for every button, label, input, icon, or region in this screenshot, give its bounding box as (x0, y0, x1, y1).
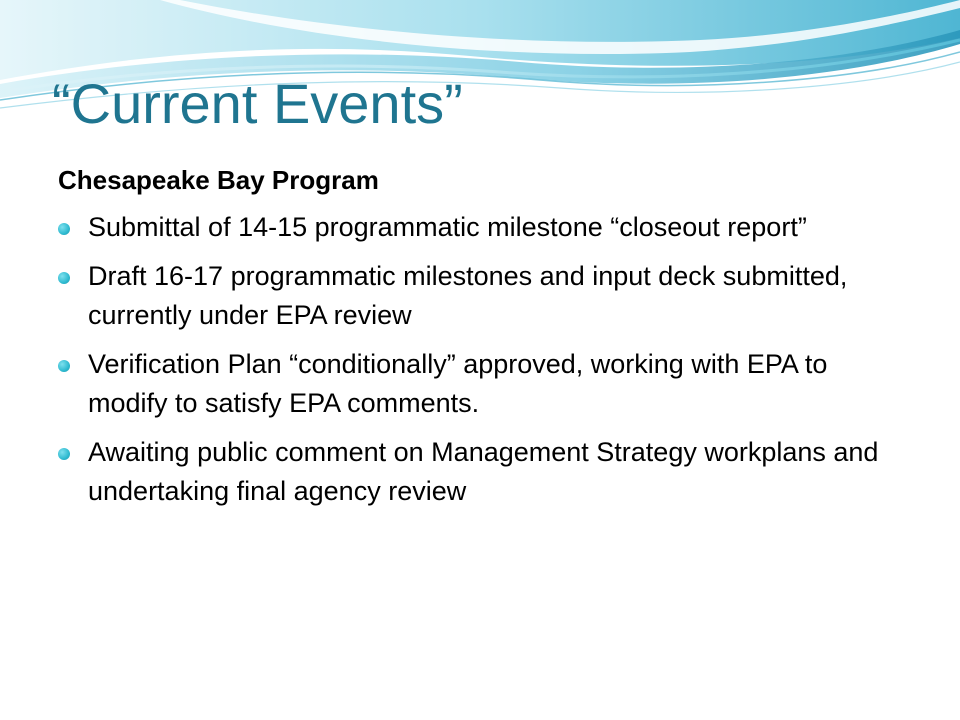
bullet-text: Draft 16-17 programmatic milestones and input deck submitted, currently under EPA review (88, 261, 848, 330)
bullet-dot-icon (58, 360, 70, 372)
bullet-dot-icon (58, 223, 70, 235)
bullet-dot-icon (58, 448, 70, 460)
slide-title: “Current Events” (52, 72, 463, 135)
bullet-item (58, 433, 908, 511)
bullet-text: Verification Plan “conditionally” approved, working with EPA to modify to satisfy EPA comments. (88, 349, 828, 418)
bullet-item (58, 345, 908, 423)
bullet-list (58, 208, 908, 511)
bullet-text: Submittal of 14-15 programmatic milestone “closeout report” (88, 212, 807, 242)
bullet-text: Awaiting public comment on Management Strategy workplans and undertaking final agency review (88, 437, 879, 506)
section-heading: Chesapeake Bay Program (58, 165, 379, 195)
slide-content (58, 160, 908, 521)
bullet-dot-icon (58, 272, 70, 284)
bullet-item (58, 257, 908, 335)
bullet-item (58, 208, 908, 247)
